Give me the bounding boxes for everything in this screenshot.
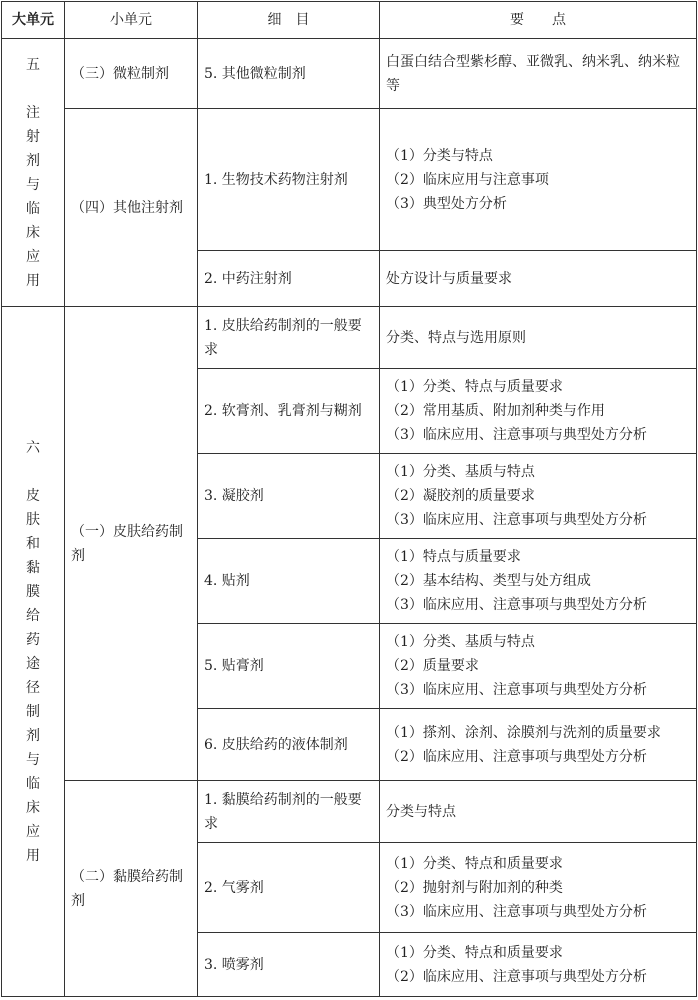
point-line: （1）搽剂、涂剂、涂膜剂与洗剂的质量要求 [386, 724, 661, 741]
point-line: 分类与特点 [386, 803, 456, 820]
point-line: （2）临床应用、注意事项与典型处方分析 [386, 748, 647, 765]
points-cell [380, 843, 697, 933]
points-cell [380, 109, 697, 251]
detail-cell: 4. 贴剂 [198, 539, 380, 624]
points-cell [380, 369, 697, 454]
minor-unit-cell: （二）黏膜给药制剂 [65, 781, 198, 997]
points-cell [380, 933, 697, 997]
detail-cell: 6. 皮肤给药的液体制剂 [198, 709, 380, 781]
points-cell [380, 454, 697, 539]
header-row [2, 2, 697, 39]
points-cell [380, 39, 697, 109]
detail-cell: 1. 皮肤给药制剂的一般要求 [198, 307, 380, 369]
detail-cell: 3. 喷雾剂 [198, 933, 380, 997]
table-row [2, 109, 697, 251]
point-line: （2）抛射剂与附加剂的种类 [386, 879, 563, 896]
detail-cell: 1. 黏膜给药制剂的一般要求 [198, 781, 380, 843]
major-unit-6 [2, 307, 65, 997]
minor-unit-cell: （三）微粒制剂 [65, 39, 198, 109]
points-cell [380, 709, 697, 781]
major-unit-title: 注射剂与临床应用 [26, 104, 40, 289]
point-line: 分类、特点与选用原则 [386, 329, 526, 346]
header-key-points: 要 点 [380, 2, 697, 39]
minor-unit-cell: （四）其他注射剂 [65, 109, 198, 307]
points-cell [380, 624, 697, 709]
point-line: （1）分类、特点与质量要求 [386, 379, 563, 395]
point-line: （3）临床应用、注意事项与典型处方分析 [386, 903, 647, 920]
points-cell [380, 781, 697, 843]
table-row [2, 781, 697, 843]
header-major-unit: 大单元 [2, 2, 65, 39]
point-line: （1）分类、特点和质量要求 [386, 944, 563, 961]
point-line: 白蛋白结合型紫杉醇、亚微乳、纳米乳、纳米粒等 [386, 53, 680, 94]
point-line: （3）临床应用、注意事项与典型处方分析 [386, 427, 647, 443]
point-line: （3）临床应用、注意事项与典型处方分析 [386, 682, 647, 698]
detail-cell: 2. 气雾剂 [198, 843, 380, 933]
minor-unit-cell: （一）皮肤给药制剂 [65, 307, 198, 781]
points-cell [380, 251, 697, 307]
detail-cell: 5. 贴膏剂 [198, 624, 380, 709]
point-line: （1）分类、基质与特点 [386, 464, 535, 480]
major-unit-5 [2, 39, 65, 307]
header-detail: 细 目 [198, 2, 380, 39]
detail-cell: 5. 其他微粒制剂 [198, 39, 380, 109]
syllabus-table [1, 1, 697, 997]
detail-cell: 3. 凝胶剂 [198, 454, 380, 539]
detail-cell: 1. 生物技术药物注射剂 [198, 109, 380, 251]
point-line: （1）分类、基质与特点 [386, 634, 535, 650]
point-line: （3）临床应用、注意事项与典型处方分析 [386, 597, 647, 613]
point-line: （2）临床应用、注意事项与典型处方分析 [386, 968, 647, 985]
detail-cell: 2. 中药注射剂 [198, 251, 380, 307]
major-unit-number: 五 [26, 56, 40, 73]
points-cell [380, 539, 697, 624]
major-unit-number: 六 [26, 439, 40, 456]
point-line: 处方设计与质量要求 [386, 270, 512, 287]
point-line: （1）特点与质量要求 [386, 549, 521, 565]
point-line: （3）临床应用、注意事项与典型处方分析 [386, 512, 647, 528]
point-line: （1）分类与特点 [386, 147, 493, 164]
major-unit-title: 皮肤和黏膜给药途径制剂与临床应用 [26, 487, 40, 864]
table-row [2, 39, 697, 109]
point-line: （2）凝胶剂的质量要求 [386, 488, 535, 504]
point-line: （3）典型处方分析 [386, 195, 507, 212]
point-line: （2）临床应用与注意事项 [386, 171, 549, 188]
points-cell [380, 307, 697, 369]
point-line: （1）分类、特点和质量要求 [386, 855, 563, 872]
detail-cell: 2. 软膏剂、乳膏剂与糊剂 [198, 369, 380, 454]
point-line: （2）常用基质、附加剂种类与作用 [386, 403, 605, 419]
point-line: （2）基本结构、类型与处方组成 [386, 573, 591, 589]
header-minor-unit: 小单元 [65, 2, 198, 39]
point-line: （2）质量要求 [386, 658, 479, 674]
table-row [2, 307, 697, 369]
